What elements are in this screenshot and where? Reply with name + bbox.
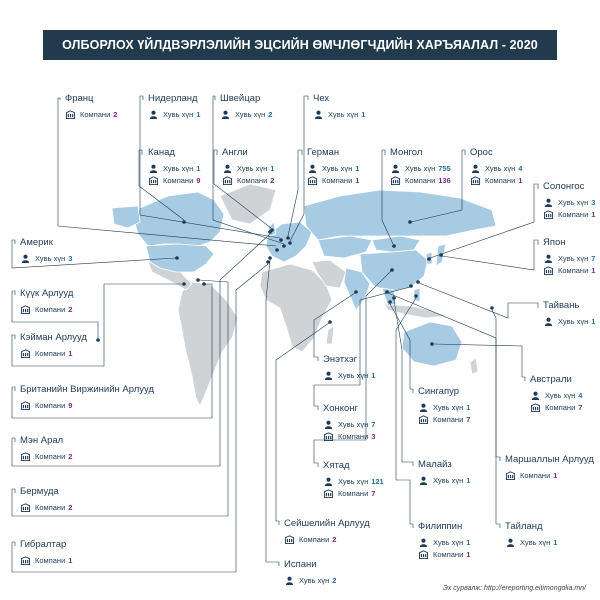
count-value: 7 — [578, 402, 583, 412]
company-row — [418, 414, 470, 426]
location-dot-usa — [175, 256, 179, 260]
count-value: 1 — [466, 549, 471, 559]
individual-label: Хувь хүн — [328, 109, 359, 119]
location-dot-singapore — [388, 300, 392, 304]
building-icon — [543, 266, 554, 275]
individual-row — [20, 253, 72, 265]
count-value: 9 — [68, 400, 73, 410]
individual-label: Хувь хүн — [405, 163, 436, 173]
country-card-cayman — [20, 333, 87, 360]
leader-line-japan — [442, 240, 538, 270]
country-name: Америк — [20, 237, 53, 248]
count-value: 1 — [196, 109, 201, 119]
individual-row — [307, 163, 359, 175]
individual-row — [148, 109, 200, 121]
individual-label: Хувь хүн — [545, 390, 576, 400]
country-card-malaysia — [418, 460, 470, 487]
madagascar-shape — [326, 326, 334, 344]
location-dot-cayman — [182, 282, 186, 286]
count-value: 3 — [68, 253, 73, 263]
count-value: 136 — [438, 175, 451, 185]
individual-label: Хувь хүн — [338, 370, 369, 380]
company-label: Компани — [405, 175, 436, 185]
person-icon — [307, 164, 318, 173]
company-row — [543, 265, 595, 277]
country-name: Нидерланд — [148, 93, 198, 104]
count-value: 2 — [68, 451, 73, 461]
company-row — [20, 348, 87, 360]
country-card-hongkong — [323, 404, 375, 443]
company-label: Компани — [558, 209, 589, 219]
individual-row — [543, 253, 595, 265]
building-icon — [20, 401, 31, 410]
location-dot-russia — [408, 220, 412, 224]
company-label: Компани — [433, 414, 464, 424]
individual-label: Хувь хүн — [338, 419, 369, 429]
building-icon — [470, 176, 481, 185]
south-america-shape — [178, 282, 238, 406]
count-value: 7 — [371, 419, 376, 429]
country-card-isleofman — [20, 436, 72, 463]
country-name: Малайз — [418, 459, 452, 470]
location-dot-gibraltar — [266, 260, 270, 264]
count-value: 2 — [68, 304, 73, 314]
country-card-taiwan — [543, 301, 595, 328]
person-icon — [222, 164, 233, 173]
individual-row — [543, 197, 595, 209]
company-label: Компани — [545, 402, 576, 412]
page-title: ОЛБОРЛОХ ҮЙЛДВЭРЛЭЛИЙН ЭЦСИЙН ӨМЧЛӨГЧДИЙН ХАРЪЯАЛАЛ - 2020 — [43, 30, 557, 60]
count-value: 1 — [591, 209, 596, 219]
country-name: Маршаллын Арлууд — [505, 454, 594, 465]
location-dot-marshall — [490, 306, 494, 310]
country-card-australia — [530, 375, 582, 414]
individual-label: Хувь хүн — [163, 163, 194, 173]
country-name: Англи — [222, 147, 248, 158]
company-row — [470, 175, 522, 187]
company-label: Компани — [558, 265, 589, 275]
location-dot-czech — [288, 241, 292, 245]
country-name: Чех — [313, 93, 330, 104]
country-name: Бермуда — [20, 486, 59, 497]
person-icon — [148, 164, 159, 173]
company-row — [20, 400, 154, 412]
location-dot-seychelles — [328, 320, 332, 324]
person-icon — [418, 538, 429, 547]
building-icon — [20, 452, 31, 461]
company-row — [323, 488, 384, 500]
person-icon — [313, 110, 324, 119]
country-card-cook — [20, 289, 73, 316]
new-zealand-shape — [470, 358, 478, 374]
person-icon — [505, 538, 516, 547]
count-value: 1 — [518, 175, 523, 185]
count-value: 1 — [68, 555, 73, 565]
individual-label: Хувь хүн — [338, 476, 369, 486]
individual-label: Хувь хүн — [485, 163, 516, 173]
mongolia-shape — [372, 236, 420, 252]
location-dot-bermuda — [196, 278, 200, 282]
company-row — [222, 175, 274, 187]
country-name: Сейшелийн Арлууд — [284, 518, 370, 529]
individual-label: Хувь хүн — [558, 253, 589, 263]
count-value: 3 — [591, 197, 596, 207]
country-card-canada — [148, 148, 200, 187]
country-card-usa — [20, 238, 72, 265]
count-value: 4 — [518, 163, 523, 173]
count-value: 1 — [270, 163, 275, 173]
individual-row — [284, 575, 336, 587]
country-name: Тайвань — [543, 300, 580, 311]
leader-line-marshall — [492, 310, 500, 461]
count-value: 121 — [371, 476, 384, 486]
individual-label: Хувь хүн — [322, 163, 353, 173]
location-dot-mongolia — [392, 244, 396, 248]
country-card-netherlands — [148, 94, 200, 121]
location-dot-malaysia — [392, 296, 396, 300]
building-icon — [323, 489, 334, 498]
building-icon — [20, 349, 31, 358]
location-dot-japan — [439, 253, 443, 257]
company-row — [20, 451, 72, 463]
building-icon — [65, 110, 76, 119]
country-card-philippines — [418, 522, 470, 561]
location-dot-cook — [96, 338, 100, 342]
individual-label: Хувь хүн — [237, 163, 268, 173]
building-icon — [543, 210, 554, 219]
country-card-gibraltar — [20, 540, 72, 567]
company-row — [307, 175, 359, 187]
individual-label: Хувь хүн — [433, 475, 464, 485]
company-label: Компани — [237, 175, 268, 185]
company-row — [543, 209, 595, 221]
count-value: 2 — [68, 502, 73, 512]
country-name: Сингапур — [418, 386, 460, 397]
person-icon — [323, 420, 334, 429]
count-value: 7 — [466, 414, 471, 424]
company-row — [20, 555, 72, 567]
location-dot-isleofman — [268, 230, 272, 234]
company-label: Компани — [433, 549, 464, 559]
count-value: 2 — [268, 109, 273, 119]
building-icon — [323, 432, 334, 441]
count-value: 4 — [578, 390, 583, 400]
company-row — [20, 502, 72, 514]
count-value: 1 — [553, 470, 558, 480]
person-icon — [543, 198, 554, 207]
country-name: Күүк Арлууд — [20, 288, 74, 299]
building-icon — [418, 415, 429, 424]
individual-row — [148, 163, 200, 175]
company-row — [390, 175, 451, 187]
country-card-germany — [307, 148, 359, 187]
company-label: Компани — [299, 534, 330, 544]
building-icon — [418, 550, 429, 559]
country-card-czech — [313, 94, 365, 121]
count-value: 1 — [466, 475, 471, 485]
company-label: Компани — [35, 400, 66, 410]
indonesia-shape — [384, 304, 446, 318]
greenland-shape — [220, 184, 276, 224]
location-dot-bvi — [202, 282, 206, 286]
company-row — [323, 431, 375, 443]
country-card-bvi — [20, 385, 154, 412]
count-value: 1 — [361, 109, 366, 119]
count-value: 1 — [355, 175, 360, 185]
company-row — [20, 304, 73, 316]
country-name: Солонгос — [543, 181, 585, 192]
location-dot-korea — [427, 257, 431, 261]
person-icon — [220, 110, 231, 119]
person-icon — [390, 164, 401, 173]
individual-label: Хувь хүн — [235, 109, 266, 119]
china-shape — [360, 250, 428, 292]
location-dot-netherlands — [279, 238, 283, 242]
country-card-france — [65, 94, 117, 121]
country-name: Гибралтар — [20, 539, 67, 550]
company-label: Компани — [80, 109, 111, 119]
count-value: 1 — [466, 402, 471, 412]
individual-row — [505, 537, 557, 549]
individual-row — [323, 370, 375, 382]
country-card-marshall — [505, 455, 594, 482]
country-card-bermuda — [20, 487, 72, 514]
individual-row — [390, 163, 451, 175]
location-dot-thailand — [385, 290, 389, 294]
country-card-korea — [543, 182, 595, 221]
building-icon — [284, 535, 295, 544]
location-dot-taiwan — [416, 280, 420, 284]
country-name: Хятад — [323, 460, 350, 471]
canada-shape — [134, 192, 224, 246]
company-label: Компани — [520, 470, 551, 480]
company-label: Компани — [338, 488, 369, 498]
country-card-mongolia — [390, 148, 451, 187]
country-name: Британийн Виржинийн Арлууд — [20, 384, 154, 395]
country-card-india — [323, 355, 375, 382]
building-icon — [222, 176, 233, 185]
count-value: 2 — [270, 175, 275, 185]
building-icon — [307, 176, 318, 185]
country-card-england — [222, 148, 274, 187]
company-row — [284, 534, 370, 546]
individual-row — [470, 163, 522, 175]
country-card-singapore — [418, 387, 470, 426]
person-icon — [323, 477, 334, 486]
location-dot-philippines — [414, 294, 418, 298]
building-icon — [148, 176, 159, 185]
person-icon — [418, 403, 429, 412]
individual-label: Хувь хүн — [433, 537, 464, 547]
company-row — [530, 402, 582, 414]
person-icon — [470, 164, 481, 173]
count-value: 1 — [466, 537, 471, 547]
country-name: Хонконг — [323, 403, 359, 414]
building-icon — [20, 503, 31, 512]
location-dot-australia — [430, 342, 434, 346]
country-card-china — [323, 461, 384, 500]
company-row — [505, 470, 594, 482]
building-icon — [530, 403, 541, 412]
individual-row — [220, 109, 272, 121]
country-name: Герман — [307, 147, 340, 158]
individual-row — [323, 476, 384, 488]
individual-row — [313, 109, 365, 121]
source-note: Эх сурвалж: http://ereporting.eitimongolia.mn/ — [442, 585, 586, 592]
leader-line-seychelles — [276, 323, 329, 525]
company-row — [65, 109, 117, 121]
country-card-seychelles — [284, 519, 370, 546]
country-name: Орос — [470, 147, 493, 158]
individual-label: Хувь хүн — [558, 316, 589, 326]
count-value: 2 — [332, 575, 337, 585]
location-dot-china — [390, 268, 394, 272]
country-name: Франц — [65, 93, 94, 104]
location-dot-india — [354, 290, 358, 294]
count-value: 2 — [113, 109, 118, 119]
company-label: Компани — [35, 304, 66, 314]
building-icon — [505, 471, 516, 480]
person-icon — [543, 317, 554, 326]
count-value: 1 — [371, 370, 376, 380]
company-label: Компани — [35, 348, 66, 358]
count-value: 1 — [355, 163, 360, 173]
building-icon — [390, 176, 401, 185]
country-name: Мэн Арал — [20, 435, 64, 446]
country-card-thailand — [505, 522, 557, 549]
individual-row — [418, 475, 470, 487]
country-card-russia — [470, 148, 522, 187]
count-value: 1 — [591, 316, 596, 326]
country-name: Тайланд — [505, 521, 543, 532]
individual-label: Хувь хүн — [433, 402, 464, 412]
country-name: Филиппин — [418, 521, 463, 532]
count-value: 755 — [438, 163, 451, 173]
company-label: Компани — [163, 175, 194, 185]
individual-label: Хувь хүн — [558, 197, 589, 207]
location-dot-switzerland — [282, 244, 286, 248]
company-row — [148, 175, 200, 187]
building-icon — [20, 556, 31, 565]
count-value: 1 — [196, 163, 201, 173]
count-value: 9 — [196, 175, 201, 185]
company-label: Компани — [338, 431, 369, 441]
location-dot-germany — [286, 236, 290, 240]
country-name: Энэтхэг — [323, 354, 358, 365]
individual-row — [418, 402, 470, 414]
count-value: 1 — [68, 348, 73, 358]
country-name: Монгол — [390, 147, 423, 158]
country-name: Швейцар — [220, 93, 261, 104]
person-icon — [148, 110, 159, 119]
company-label: Компани — [322, 175, 353, 185]
company-label: Компани — [35, 502, 66, 512]
individual-row — [543, 316, 595, 328]
count-value: 1 — [553, 537, 558, 547]
location-dot-hongkong — [409, 284, 413, 288]
person-icon — [284, 576, 295, 585]
country-name: Кэйман Арлууд — [20, 332, 87, 343]
individual-label: Хувь хүн — [163, 109, 194, 119]
country-name: Япон — [543, 237, 566, 248]
location-dot-france — [275, 248, 279, 252]
company-row — [418, 549, 470, 561]
individual-label: Хувь хүн — [299, 575, 330, 585]
count-value: 7 — [371, 488, 376, 498]
location-dot-canada — [182, 220, 186, 224]
individual-row — [323, 419, 375, 431]
count-value: 3 — [371, 431, 376, 441]
building-icon — [20, 305, 31, 314]
company-label: Компани — [35, 555, 66, 565]
count-value: 1 — [591, 265, 596, 275]
person-icon — [418, 476, 429, 485]
country-card-japan — [543, 238, 595, 277]
person-icon — [323, 371, 334, 380]
russia-shape — [304, 190, 496, 240]
individual-label: Хувь хүн — [520, 537, 551, 547]
country-card-switzerland — [220, 94, 272, 121]
person-icon — [543, 254, 554, 263]
person-icon — [530, 391, 541, 400]
count-value: 7 — [591, 253, 596, 263]
individual-label: Хувь хүн — [35, 253, 66, 263]
country-name: Испани — [284, 559, 317, 570]
individual-row — [530, 390, 582, 402]
company-label: Компани — [35, 451, 66, 461]
location-dot-spain — [268, 256, 272, 260]
country-name: Австрали — [530, 374, 572, 385]
country-name: Канад — [148, 147, 175, 158]
individual-row — [222, 163, 274, 175]
person-icon — [20, 254, 31, 263]
company-label: Компани — [485, 175, 516, 185]
individual-row — [418, 537, 470, 549]
count-value: 2 — [332, 534, 337, 544]
country-card-spain — [284, 560, 336, 587]
